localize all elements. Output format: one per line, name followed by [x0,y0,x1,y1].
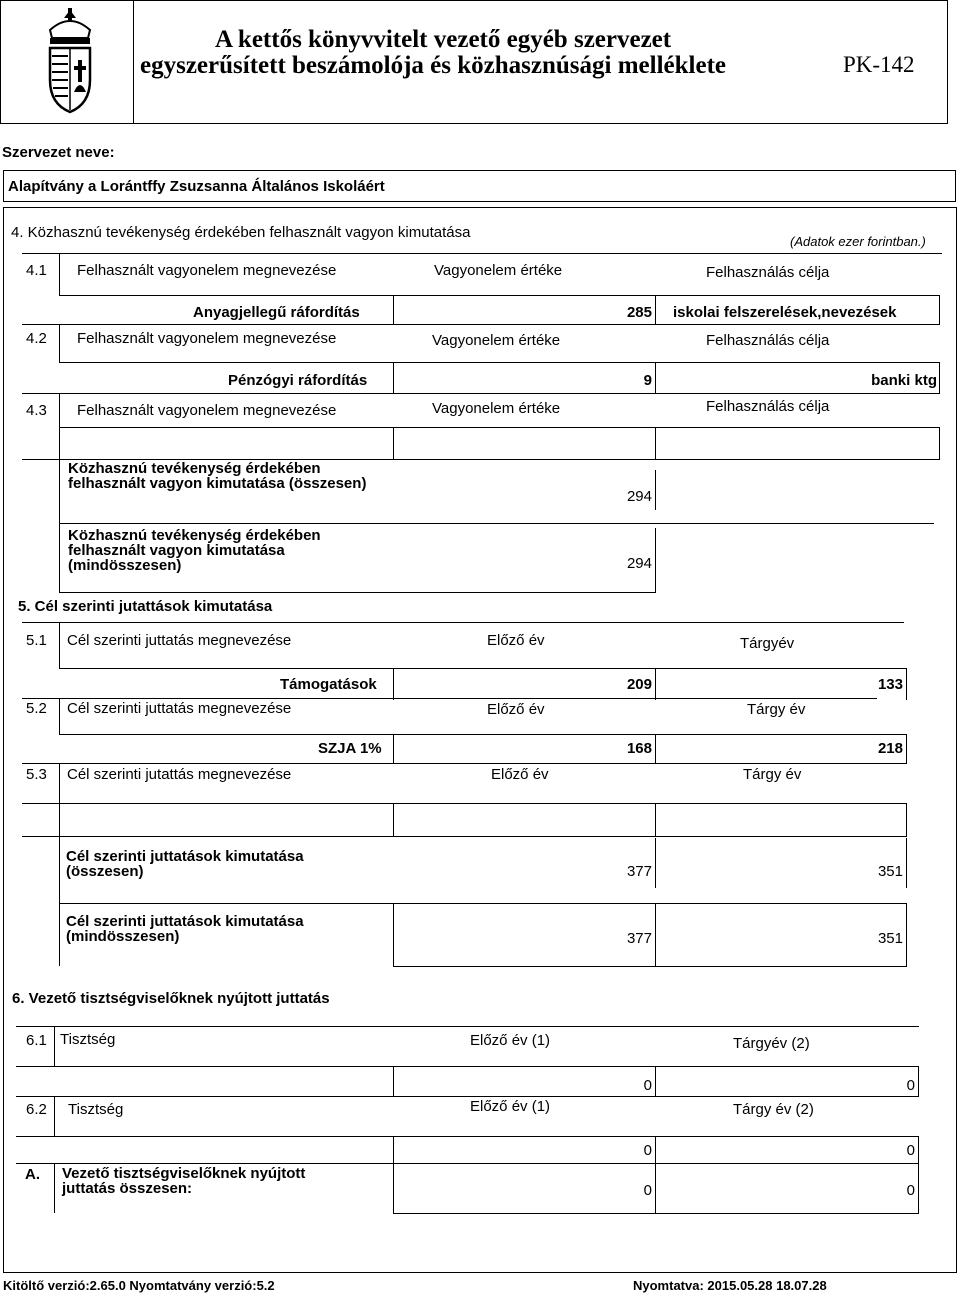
unit-note: (Adatok ezer forintban.) [790,234,926,249]
item-purpose: banki ktg [871,372,937,389]
section6-total-prev: 0 [643,1182,652,1199]
value-curr: 0 [906,1142,915,1159]
section5-grand-label: Cél szerinti juttatások kimutatása (mindösszesen) [66,913,304,945]
item-curr: 218 [877,740,903,757]
section4-grand-value: 294 [626,555,652,572]
column-header-value: Vagyonelem értéke [432,400,561,417]
section5-total-curr: 351 [877,863,903,880]
form-title-line2: egyszerűsített beszámolója és közhasznúsági melléklete [140,52,726,79]
item-value: 285 [626,304,652,321]
column-header-curr: Tárgy év (2) [733,1101,814,1118]
value-curr: 0 [906,1077,915,1094]
column-header-prev: Előző év [491,766,549,783]
item-curr: 133 [877,676,903,693]
column-header-name: Cél szerinti jutattás megnevezése [67,766,292,783]
footer-version: Kitöltő verzió:2.65.0 Nyomtatvány verzió:5.2 [3,1278,275,1293]
value-prev: 0 [643,1142,652,1159]
row-number: 5.3 [26,766,47,783]
org-label: Szervezet neve: [2,144,115,161]
value-prev: 0 [643,1077,652,1094]
column-header-purpose: Felhasználás célja [706,332,830,349]
section5-total-prev: 377 [626,863,652,880]
column-header-name: Cél szerinti juttatás megnevezése [67,700,292,717]
column-header-prev: Előző év (1) [470,1032,551,1049]
item-name: Támogatások [280,676,377,693]
column-header-name: Felhasznált vagyonelem megnevezése [77,402,337,419]
footer-printed: Nyomtatva: 2015.05.28 18.07.28 [633,1278,827,1293]
section4-total-label: Közhasznú tevékenység érdekében felhasznált vagyon kimutatása (összesen) [68,460,367,492]
section6-total-curr: 0 [906,1182,915,1199]
column-header-prev: Előző év (1) [470,1098,551,1115]
item-name: Anyagjellegű ráfordítás [193,304,360,321]
form-code: PK-142 [843,52,915,77]
item-prev: 209 [626,676,652,693]
item-prev: 168 [626,740,652,757]
column-header-prev: Előző év [487,701,545,718]
row-number: 5.1 [26,632,47,649]
column-header-prev: Előző év [487,632,545,649]
column-header-name: Felhasznált vagyonelem megnevezése [77,262,337,279]
column-header-curr: Tárgy év [747,701,806,718]
row-number: 4.2 [26,330,47,347]
column-header-curr: Tárgy év [743,766,802,783]
item-name: SZJA 1% [318,740,382,757]
item-value: 9 [643,372,652,389]
org-name: Alapítvány a Lorántffy Zsuzsanna Általános Iskoláért [8,178,385,195]
column-header-value: Vagyonelem értéke [434,262,563,279]
section5-grand-curr: 351 [877,930,903,947]
column-header-curr: Tárgyév (2) [733,1035,810,1052]
column-header-name: Tisztség [68,1101,124,1118]
row-number: 6.2 [26,1101,47,1118]
section4-title: 4. Közhasznú tevékenység érdekében felhasznált vagyon kimutatása [11,224,471,241]
column-header-purpose: Felhasználás célja [706,264,830,281]
form-title-line1: A kettős könyvvitelt vezető egyéb szervezet [215,26,672,53]
row-number: 5.2 [26,700,47,717]
column-header-curr: Tárgyév [740,635,795,652]
section5-grand-prev: 377 [626,930,652,947]
row-number: 4.3 [26,402,47,419]
coat-of-arms-logo [38,8,102,116]
row-number: 4.1 [26,262,47,279]
section4-grand-label: Közhasznú tevékenység érdekében felhasznált vagyon kimutatása (mindösszesen) [68,527,321,574]
section6-title: 6. Vezető tisztségviselőknek nyújtott juttatás [12,990,330,1007]
item-purpose: iskolai felszerelések,nevezések [673,304,897,321]
column-header-name: Tisztség [60,1031,116,1048]
section5-total-label: Cél szerinti juttatások kimutatása (összesen) [66,848,304,880]
column-header-name: Cél szerinti juttatás megnevezése [67,632,292,649]
item-name: Pénzógyi ráfordítás [228,372,368,389]
section5-title: 5. Cél szerinti jutattások kimutatása [18,598,273,615]
column-header-name: Felhasznált vagyonelem megnevezése [77,330,337,347]
section6-total-label: Vezető tisztségviselőknek nyújtott juttatás összesen: [62,1165,306,1197]
section4-total-value: 294 [626,488,652,505]
column-header-purpose: Felhasználás célja [706,398,830,415]
column-header-value: Vagyonelem értéke [432,332,561,349]
section6-total-num: A. [25,1166,40,1183]
row-number: 6.1 [26,1032,47,1049]
